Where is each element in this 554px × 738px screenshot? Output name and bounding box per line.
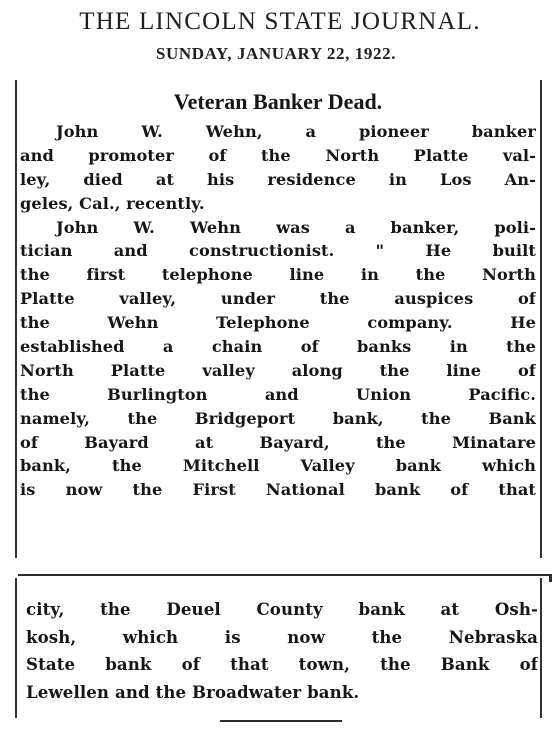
newspaper-name: THE LINCOLN STATE JOURNAL. [79, 8, 481, 35]
end-rule [220, 720, 342, 722]
article-line: ley, died at his residence in Los An- [20, 169, 536, 189]
column-rule-left [15, 80, 17, 558]
article-headline: Veteran Banker Dead. [173, 89, 383, 114]
issue-date: SUNDAY, JANUARY 22, 1922. [155, 44, 397, 63]
separator-tick [549, 574, 552, 582]
article-line: geles, Cal., recently. [20, 193, 205, 213]
column-rule-right [540, 80, 542, 558]
article-line: John W. Wehn, a pioneer banker [56, 122, 536, 141]
continuation-line: city, the Deuel County bank at Osh- [26, 599, 538, 619]
continuation-line: kosh, which is now the Nebraska [26, 626, 538, 647]
continuation-line: State bank of that town, the Bank of [26, 654, 538, 674]
article-line: John W. Wehn was a banker, poli- [56, 217, 536, 237]
article-line: the Wehn Telephone company. He [20, 313, 536, 333]
article-line: namely, the Bridgeport bank, the Bank [20, 408, 536, 428]
article-line: the first telephone line in the North [20, 265, 536, 285]
continuation-rule-left [15, 578, 17, 718]
article-line: of Bayard at Bayard, the Minatare [20, 432, 536, 452]
article-line: North Platte valley along the line of [20, 360, 536, 380]
article-line: Platte valley, under the auspices of [20, 289, 536, 309]
article-line: the Burlington and Union Pacific. [20, 384, 536, 404]
article-line: established a chain of banks in the [20, 337, 536, 357]
continuation-line: Lewellen and the Broadwater bank. [26, 681, 360, 702]
article-line: is now the First National bank of that [20, 480, 536, 500]
masthead [0, 0, 554, 80]
clipping-separator [18, 574, 550, 576]
continuation-body [26, 596, 538, 706]
article-continuation [26, 596, 538, 706]
article-line: and promoter of the North Platte val- [20, 145, 536, 165]
article-clipping [20, 82, 536, 562]
article-line: tician and constructionist. " He built [20, 241, 536, 261]
article-body [20, 120, 536, 502]
article-line: bank, the Mitchell Valley bank which [20, 456, 536, 476]
continuation-rule-right [540, 578, 542, 718]
